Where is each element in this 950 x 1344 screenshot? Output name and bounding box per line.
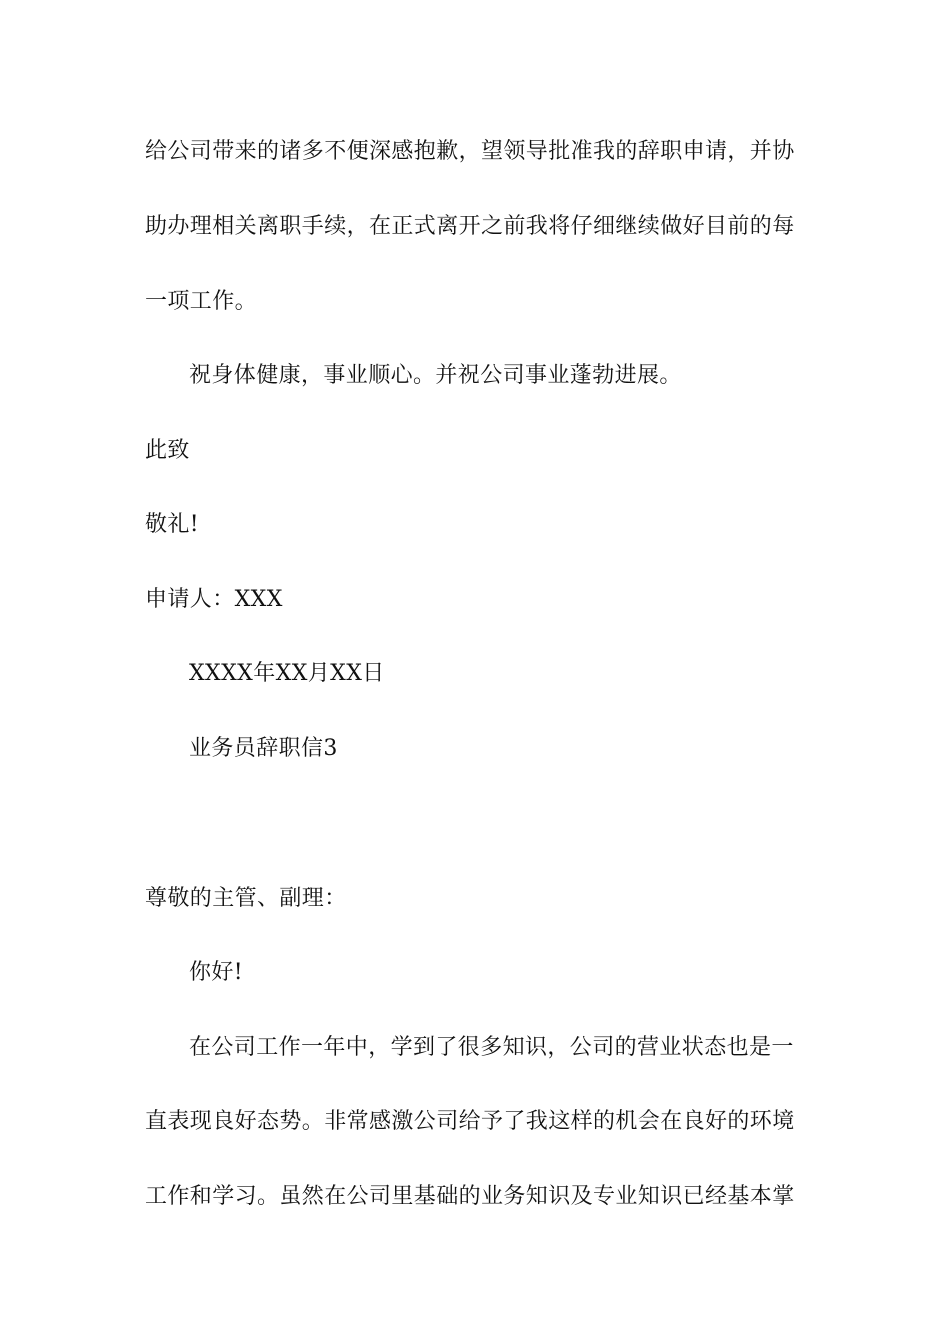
- body-text-line: 给公司带来的诸多不便深感抱歉，望领导批准我的辞职申请，并协: [145, 139, 795, 164]
- body-text-line: 在公司工作一年中，学到了很多知识，公司的营业状态也是一: [189, 1035, 794, 1060]
- letter-date: XXXX年XX月XX日: [189, 661, 385, 686]
- letter-addressee: 尊敬的主管、副理：: [145, 886, 347, 911]
- body-text-line: 一项工作。: [145, 289, 258, 314]
- applicant-signature: 申请人：XXX: [145, 587, 283, 612]
- body-text-line: 直表现良好态势。非常感激公司给予了我这样的机会在良好的环境: [145, 1109, 795, 1134]
- salutation-jingli: 敬礼!: [145, 512, 200, 537]
- body-text-line: 工作和学习。虽然在公司里基础的业务知识及专业知识已经基本掌: [145, 1184, 795, 1209]
- closing-wish: 祝身体健康，事业顺心。并祝公司事业蓬勃进展。: [189, 363, 682, 388]
- greeting: 你好!: [189, 960, 244, 985]
- salutation-cizhi: 此致: [145, 438, 190, 463]
- section-heading: 业务员辞职信3: [189, 736, 338, 761]
- body-text-line: 助办理相关离职手续，在正式离开之前我将仔细继续做好目前的每: [145, 214, 795, 239]
